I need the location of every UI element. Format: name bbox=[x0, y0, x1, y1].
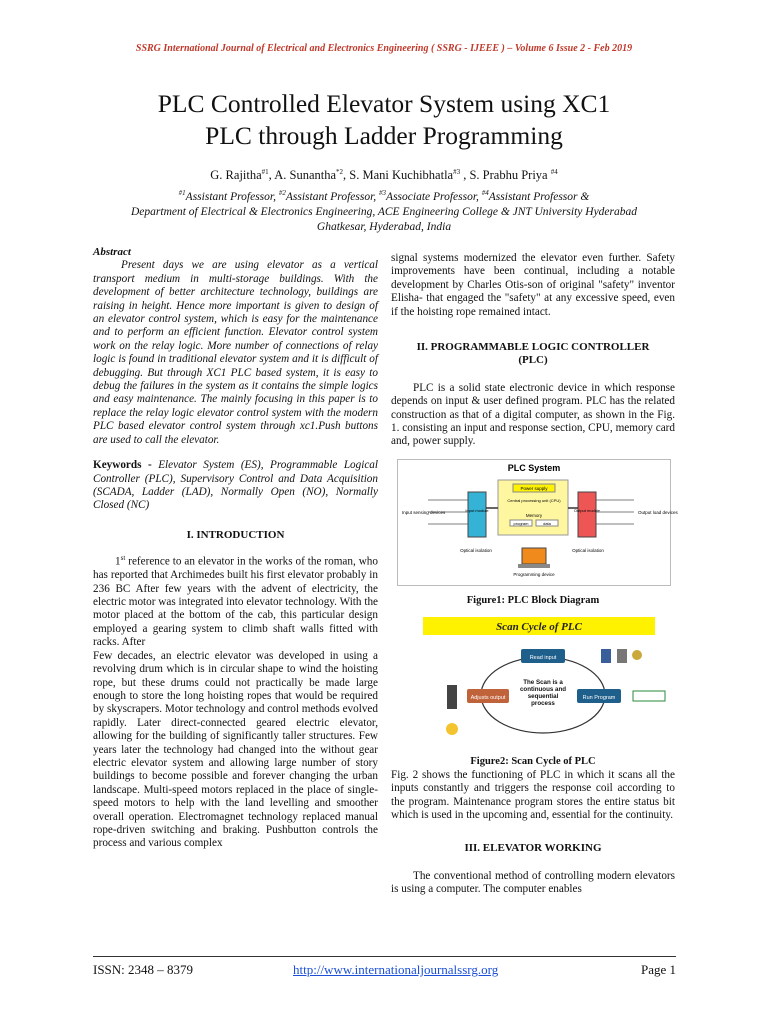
fig2-center-text: The Scan is a continuous and sequential process bbox=[519, 679, 567, 708]
author-2-sup: *2 bbox=[336, 168, 344, 176]
aff-role-1: Assistant Professor, bbox=[185, 190, 279, 203]
intro-paragraph-1-text: reference to an elevator in the works of the roman, who has reported that Archimedes built his first elevator probably in 236 BC After few years with the advent of electricity, the electric motor was integrated into elevator technology. With the motor placed at the bottom of the cab, this particular design employed a gearing system to climb shaft walls fitted with racks. After bbox=[93, 555, 378, 649]
fig2-sensor-icon-2 bbox=[617, 649, 627, 663]
figure-2-caption: Figure2: Scan Cycle of PLC bbox=[470, 756, 596, 768]
author-1: G. Rajitha bbox=[210, 168, 262, 183]
fig2-ladder-icon bbox=[633, 691, 665, 701]
aff-role-3: Associate Professor, bbox=[386, 190, 482, 203]
figure-2-description: Fig. 2 shows the functioning of PLC in which it scans all the inputs constantly and triggers the response coil according to the program. Maintenance program stores the entire status bit which is used in the upcoming and, essential for the continuity. bbox=[391, 768, 675, 821]
keywords-label: Keywords - bbox=[93, 459, 159, 472]
author-4: , S. Prabhu Priya bbox=[460, 168, 551, 183]
fig2-run-label: Run Program bbox=[582, 695, 616, 702]
abstract-text: Present days we are using elevator as a vertical transport medium in multi-storage buildings. With the development of better architecture technology, buildings are raising in height. Hence more important is given to design of an elevator control system, which is easy for the maintenance and to perform an efficient function. Elevator control system work on the relay logic. More number of connections of relay logic is found in traditional elevator system and it is difficult of debugging. But through XC1 PLC based system, it is easy to debug the failures in the system as it contains the simple logics and easy maintenance. The mainly focusing in this paper is to replace the relay logic elevator control system with the modern PLC based elevator control system through xc1.Push buttons are used to call the elevator. bbox=[93, 259, 378, 446]
fig1-input-module bbox=[468, 492, 486, 537]
fig1-cpu-label: Central processing unit (CPU) bbox=[507, 497, 561, 503]
affiliation-line-2: Department of Electrical & Electronics Engineering, ACE Engineering College & JNT University Hyderabad bbox=[130, 205, 638, 218]
author-2: , A. Sunantha bbox=[268, 168, 337, 183]
fig1-programming-device bbox=[522, 548, 546, 564]
author-list bbox=[60, 168, 708, 183]
section-2-heading-line-1: II. PROGRAMMABLE LOGIC CONTROLLER bbox=[416, 341, 650, 354]
author-3: , S. Mani Kuchibhatla bbox=[343, 168, 454, 183]
fig1-power-label: Power supply bbox=[520, 485, 548, 491]
plc-paragraph: PLC is a solid state electronic device in which response depends on input & user defined program. PLC has the related construction as that of a digital computer, as shown in the Fig. 1. consisting an input and response section, CPU, memory card and, power supply. bbox=[391, 381, 675, 448]
fig2-sensor-icon-3 bbox=[632, 650, 642, 660]
fig1-memory-label: Memory bbox=[525, 512, 543, 518]
author-4-sup: #4 bbox=[550, 168, 558, 176]
author-1-sup: #1 bbox=[261, 168, 269, 176]
fig1-input-devices-label: Input sensing devices bbox=[402, 509, 446, 515]
fig1-output-module-label: Output module bbox=[573, 507, 601, 513]
fig2-center-text-box bbox=[515, 679, 571, 715]
keywords bbox=[93, 459, 378, 513]
running-head: SSRG International Journal of Electrical and Electronics Engineering ( SSRG - IJEEE ) – Volume 6 Issue 2 - Feb 2019 bbox=[135, 43, 633, 54]
footer-page-number: Page 1 bbox=[640, 962, 676, 977]
fig2-sensor-icon-1 bbox=[601, 649, 611, 663]
fig1-title: PLC System bbox=[507, 462, 561, 473]
fig2-read-label: Read input bbox=[529, 655, 557, 662]
affiliations bbox=[60, 186, 708, 235]
title-line-1: PLC Controlled Elevator System using XC1 bbox=[157, 89, 611, 118]
title-line-2: PLC through Ladder Programming bbox=[205, 121, 563, 150]
fig1-optical-out-label: Optical isolation bbox=[572, 547, 604, 553]
figure-1-plc-block-diagram bbox=[397, 459, 678, 586]
fig1-input-module-label: Input module bbox=[465, 507, 489, 513]
intro-paragraph-1 bbox=[93, 552, 378, 650]
section-1-heading: I. INTRODUCTION bbox=[186, 528, 285, 541]
aff-sup-4: #4 bbox=[481, 189, 489, 197]
right-column bbox=[391, 252, 678, 897]
section-3-heading: III. ELEVATOR WORKING bbox=[464, 842, 602, 855]
intro-continued: signal systems modernized the elevator even further. Safety improvements have been continual, including a notable development by Charles Otis-son of original "safety" inventor Elisha- that engaged the "safety" at any excessive speed, even if the hoisting rope remained intact. bbox=[391, 252, 675, 318]
figure-2-svg bbox=[415, 617, 673, 749]
fig2-adjust-label: Adjusts output bbox=[470, 695, 506, 702]
paper-title bbox=[60, 88, 708, 152]
author-3-sup: #3 bbox=[453, 168, 461, 176]
affiliation-line-1 bbox=[60, 186, 708, 205]
elevator-paragraph: The conventional method of controlling modern elevators is using a computer. The computer enables bbox=[391, 869, 675, 896]
fig1-output-devices-label: Output load devices bbox=[638, 509, 678, 515]
footer-rule bbox=[93, 956, 676, 957]
fig1-optical-in-label: Optical isolation bbox=[460, 547, 492, 553]
intro-paragraph-2: Few decades, an electric elevator was developed in using a revolving drum which is in circular shape to wind the hoisting rope, but these drums could not practically be made large enough to store the long hoisting ropes that would be required by skyscrapers. Motor technology and control methods evolved rapidly. Later direct-connected geared electric elevator, allowing for the building of significantly taller structures. Few years later the technology had changed into the without gear electric elevator system and allowing large number of story buildings to become possible and forever changing the urban landscape. Multi-speed motors replaced in the place of single-speed motors to help with the land levelling and smoother overall operation. Electromagnet technology replaced manual rope-driven switching and braking. Pushbutton controls the process and various complex bbox=[93, 649, 378, 850]
fig2-banner-text: Scan Cycle of PLC bbox=[496, 621, 582, 634]
figure-1-caption: Figure1: PLC Block Diagram bbox=[466, 594, 600, 606]
fig2-gear-icon bbox=[446, 723, 458, 735]
fig1-data-label: data bbox=[543, 520, 551, 526]
figure-1-svg bbox=[398, 460, 678, 585]
fig2-output-device-icon bbox=[447, 685, 457, 709]
aff-sup-1: #1 bbox=[178, 189, 186, 197]
aff-sup-3: #3 bbox=[379, 189, 387, 197]
aff-sup-2: #2 bbox=[278, 189, 286, 197]
fig1-programming-label: Programming device bbox=[513, 571, 555, 577]
abstract-label: Abstract bbox=[93, 246, 131, 258]
fig1-keyboard bbox=[518, 564, 550, 568]
intro-ordinal: 1 bbox=[115, 555, 121, 568]
footer-issn: ISSN: 2348 – 8379 bbox=[93, 962, 194, 977]
footer-url-link[interactable]: http://www.internationaljournalssrg.org bbox=[293, 962, 499, 977]
figure-2-scan-cycle bbox=[415, 617, 673, 749]
left-column bbox=[93, 246, 378, 851]
section-2-heading-line-2: (PLC) bbox=[518, 354, 548, 367]
aff-role-2: Assistant Professor, bbox=[285, 190, 380, 203]
affiliation-line-3: Ghatkesar, Hyderabad, India bbox=[316, 220, 452, 233]
fig1-output-module bbox=[578, 492, 596, 537]
fig1-program-label: program bbox=[513, 520, 529, 526]
intro-ordinal-sup: st bbox=[120, 554, 126, 563]
section-2-heading bbox=[391, 341, 675, 368]
keywords-text: Elevator System (ES), Programmable Logical Controller (PLC), Supervisory Control and Data Acquisition (SCADA, Ladder (LAD), Normally Open (NO), Normally Closed (NC) bbox=[93, 459, 379, 512]
aff-role-4: Assistant Professor & bbox=[488, 190, 590, 203]
